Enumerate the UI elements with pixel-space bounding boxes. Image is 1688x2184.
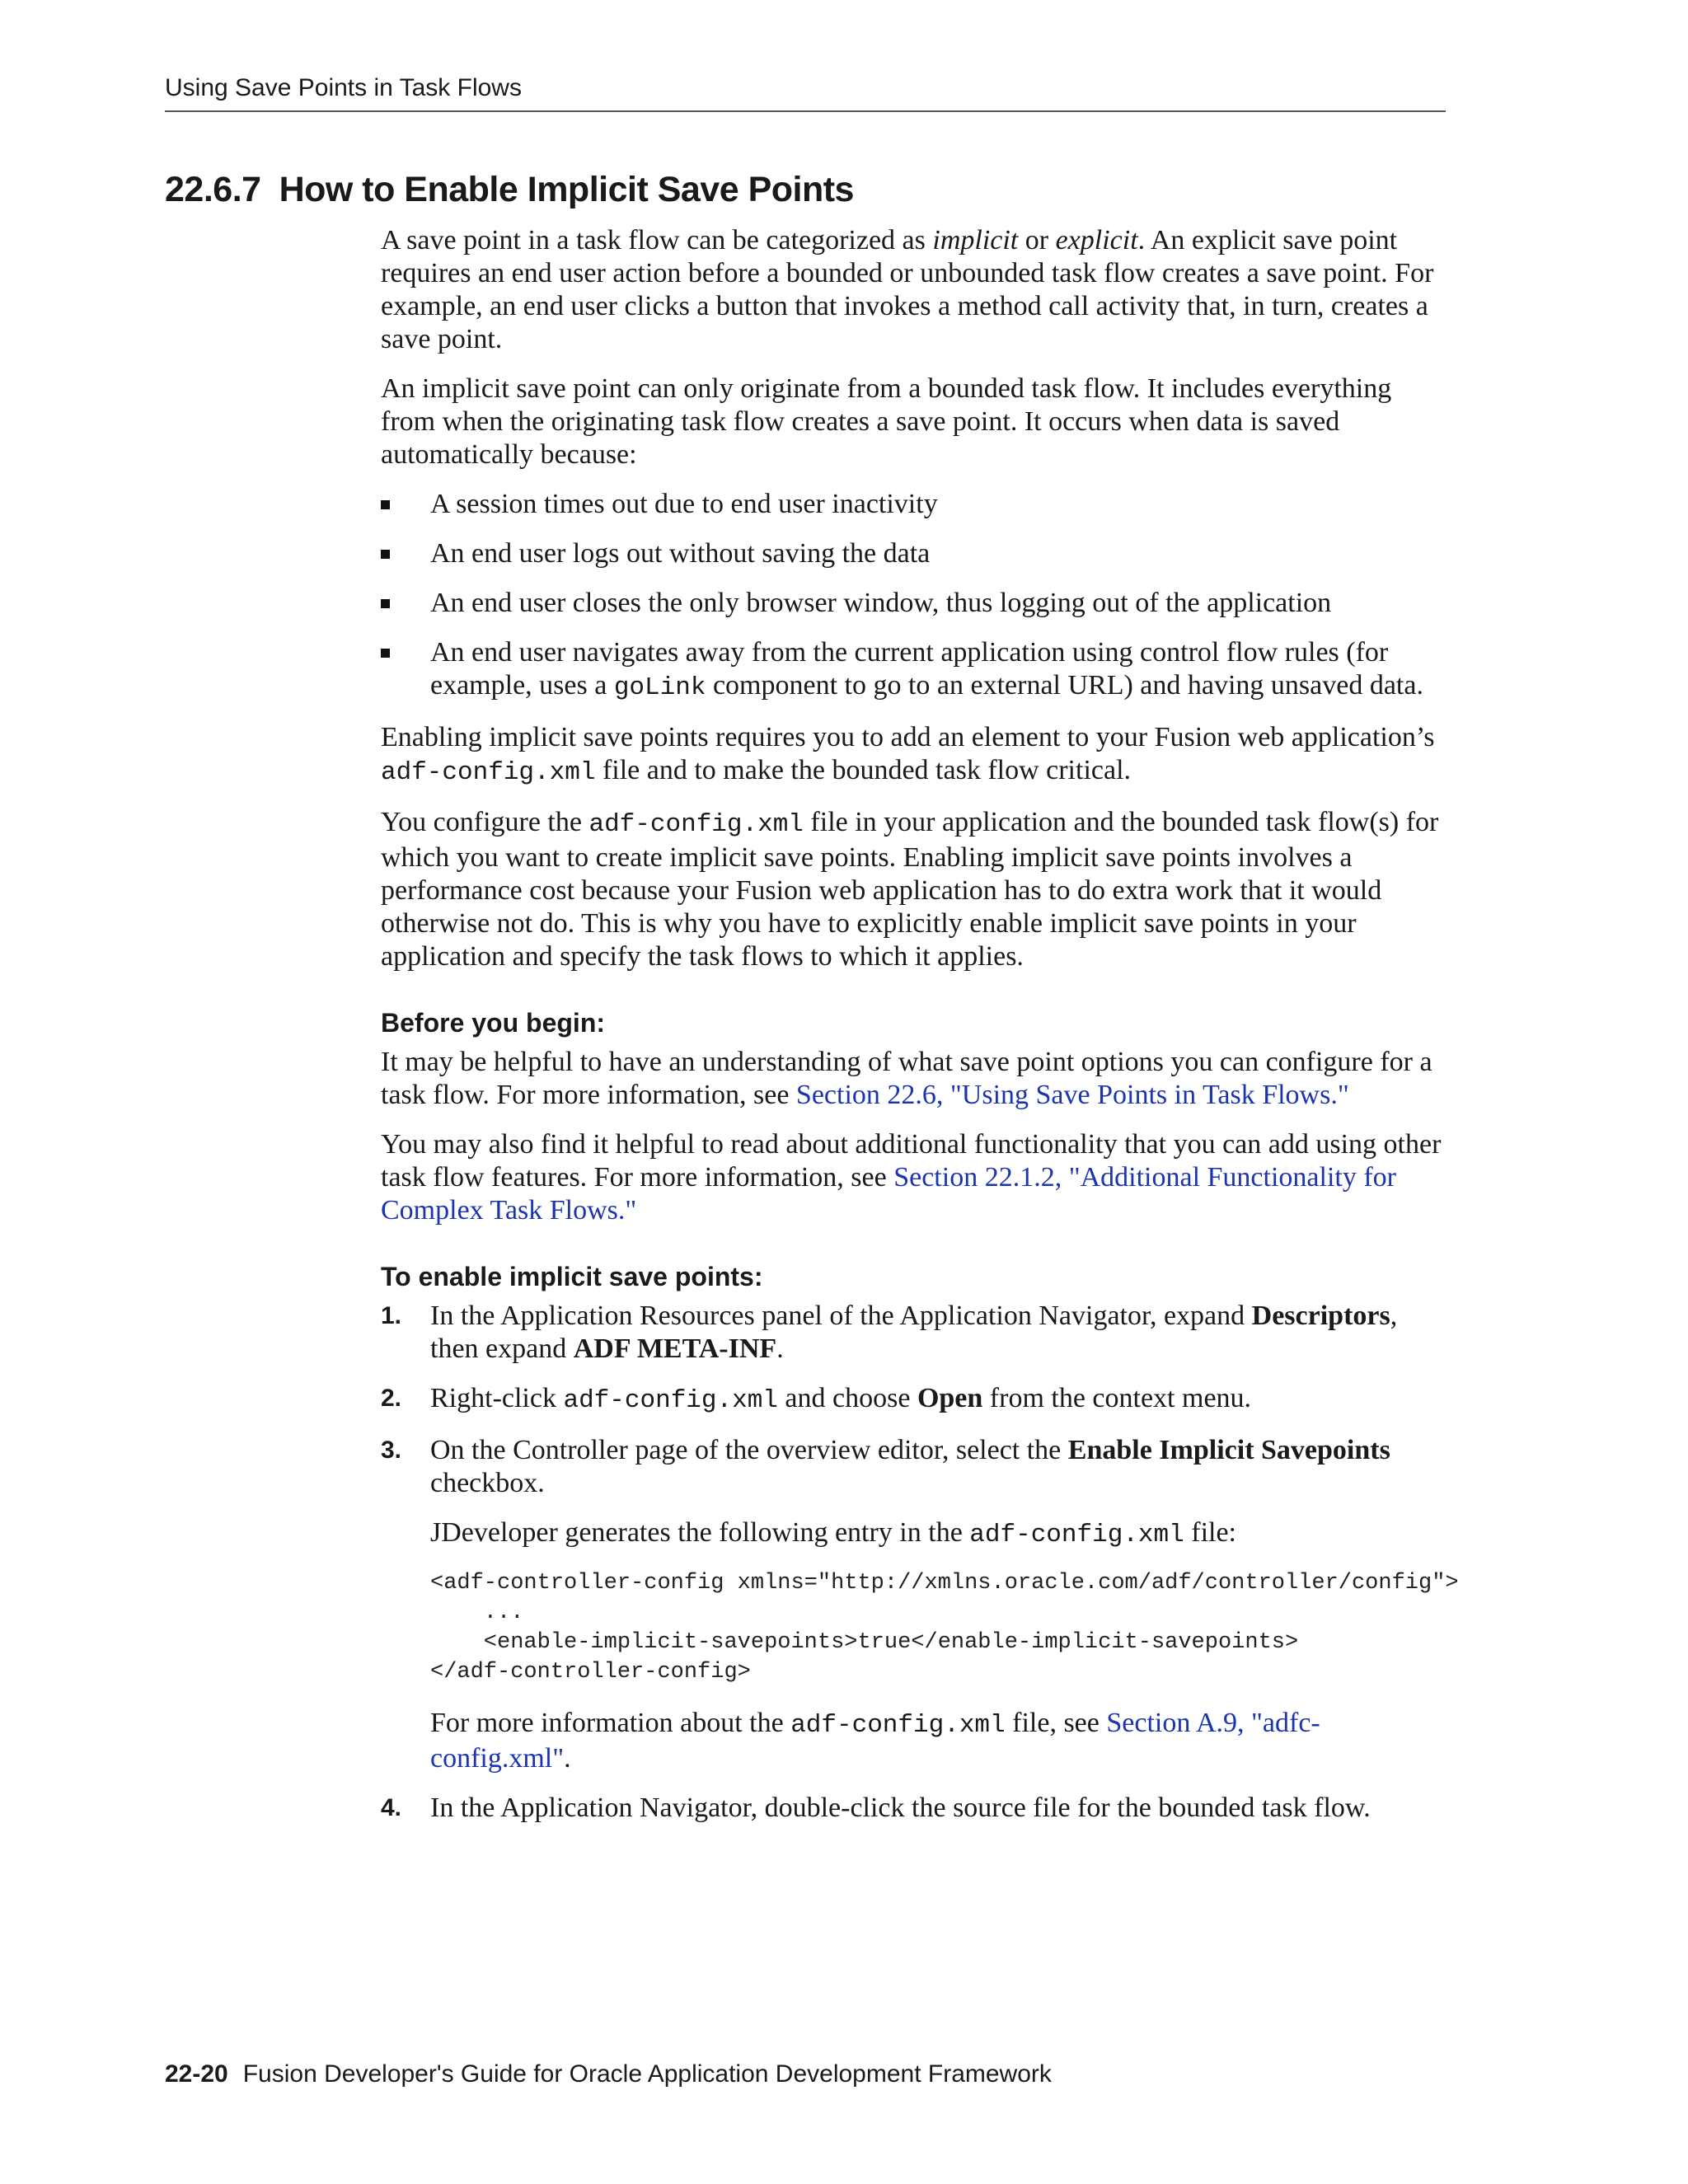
step-item: 4. In the Application Navigator, double-click the source file for the bounded task flow. xyxy=(381,1793,1371,1823)
square-bullet-icon xyxy=(381,649,390,658)
section-number: 22.6.7 xyxy=(165,170,261,209)
step-number: 2. xyxy=(381,1385,402,1412)
square-bullet-icon xyxy=(381,599,390,608)
golink-code: goLink xyxy=(613,673,706,702)
step-item: 3. On the Controller page of the overview editor, select the Enable Implicit Savepoints checkbox. JDeveloper generates the following entry in the adf-config.xml file: <adf-controller-config xmlns="http://xmlns.oracle.com/adf/controller/config"> ... <enable-implicit-savepoints>true</enable-implicit-savepoints> </adf-controller-config> For more information about the adf-config.xml file, see Section A.9, "adfc-config.xml". xyxy=(381,1435,1459,1774)
before-paragraph-2: You may also find it helpful to read about additional functionality that you can add using other task flow features. For more information, see Section 22.1.2, "Additional Functionality for Complex Task Flows." xyxy=(381,1129,1442,1226)
running-header: Using Save Points in Task Flows xyxy=(165,74,1446,112)
config-file-code: adf-config.xml xyxy=(588,810,804,839)
config-file-code: adf-config.xml xyxy=(381,758,596,787)
list-item: An end user logs out without saving the data xyxy=(381,537,1452,570)
jdeveloper-paragraph: JDeveloper generates the following entry in the adf-config.xml file: xyxy=(430,1517,1237,1549)
step-number: 1. xyxy=(381,1302,402,1329)
list-item: A session times out due to end user inactivity xyxy=(381,488,1452,521)
section-a-9-link[interactable]: Section A.9, "adfc-config.xml" xyxy=(430,1708,1320,1774)
list-item: An end user navigates away from the current application using control flow rules (for example, uses a goLink component to go to an external URL) and having unsaved data. xyxy=(381,636,1452,705)
list-item: An end user closes the only browser window, thus logging out of the application xyxy=(381,587,1452,620)
step-item: 1. In the Application Resources panel of the Application Navigator, expand Descriptors, then expand ADF META-INF. xyxy=(381,1301,1398,1364)
step-number: 3. xyxy=(381,1436,402,1464)
square-bullet-icon xyxy=(381,550,390,559)
intro-paragraph: A save point in a task flow can be categorized as implicit or explicit. An explicit save point requires an end user action before a bounded or unbounded task flow creates a save point. For example, an end user clicks a button that invokes a method call activity that, in turn, creates a save point. xyxy=(381,225,1434,354)
page-footer xyxy=(165,2060,1052,2088)
step-number: 4. xyxy=(381,1794,402,1821)
page-number: 22-20 xyxy=(165,2060,228,2088)
code-example: <adf-controller-config xmlns="http://xmlns.oracle.com/adf/controller/config"> ... <enable-implicit-savepoints>true</enable-implicit-savepoints> </adf-controller-config> xyxy=(430,1571,1459,1685)
step-item: 2. Right-click adf-config.xml and choose Open from the context menu. xyxy=(381,1383,1252,1415)
enabling-paragraph: Enabling implicit save points requires you to add an element to your Fusion web application’s adf-config.xml file and to make the bounded task flow critical. xyxy=(381,722,1435,787)
section-title-text: How to Enable Implicit Save Points xyxy=(279,170,854,209)
implicit-paragraph: An implicit save point can only originate from a bounded task flow. It includes everything from when the originating task flow creates a save point. It occurs when data is saved automatically because: xyxy=(381,373,1392,470)
more-info-paragraph: For more information about the adf-config.xml file, see Section A.9, "adfc-config.xml". xyxy=(430,1708,1320,1774)
cause-list xyxy=(381,488,1452,705)
section-title xyxy=(165,170,854,210)
configure-paragraph: You configure the adf-config.xml file in your application and the bounded task flow(s) for which you want to create implicit save points. Enabling implicit save points involves a performance cost because your Fusion web application has to do extra work that it would otherwise not do. This is why you have to explicitly enable implicit save points in your application and specify the task flows to which it applies. xyxy=(381,807,1439,972)
before-paragraph-1: It may be helpful to have an understanding of what save point options you can configure for a task flow. For more information, see Section 22.6, "Using Save Points in Task Flows." xyxy=(381,1047,1432,1110)
square-bullet-icon xyxy=(381,500,390,509)
implicit-term: implicit xyxy=(932,225,1019,255)
procedure-heading: To enable implicit save points: xyxy=(381,1262,763,1291)
explicit-term: explicit xyxy=(1055,225,1138,255)
procedure-steps xyxy=(381,1300,1459,1825)
body-column xyxy=(381,224,1459,1841)
section-22-6-link[interactable]: Section 22.6, "Using Save Points in Task Flows." xyxy=(795,1080,1349,1110)
book-title: Fusion Developer's Guide for Oracle Application Development Framework xyxy=(242,2060,1052,2088)
section-22-1-2-link[interactable]: Section 22.1.2, "Additional Functionality for Complex Task Flows." xyxy=(381,1162,1396,1226)
before-you-begin-heading: Before you begin: xyxy=(381,1008,606,1038)
